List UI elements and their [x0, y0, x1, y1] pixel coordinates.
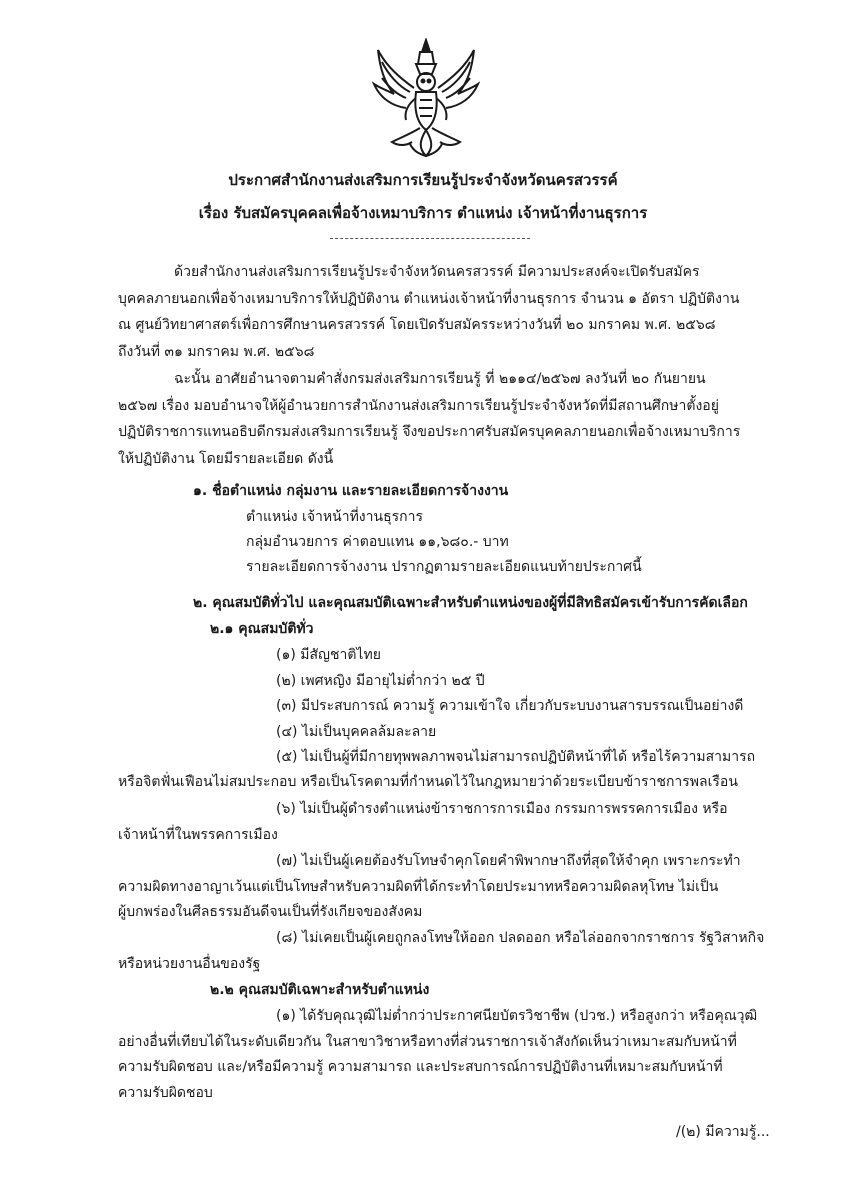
intro-p1-line2: บุคคลภายนอกเพื่อจ้างเหมาบริการให้ปฏิบัติงาน ตำแหน่งเจ้าหน้าที่งานธุรการ จำนวน ๑ อัตรา ปฏิบัติงาน [118, 291, 740, 307]
intro-p1-line3: ณ ศูนย์วิทยาศาสตร์เพื่อการศึกษานครสวรรค์ โดยเปิดรับสมัครระหว่างวันที่ ๒๐ มกราคม พ.ศ. ๒๕๖๘ [118, 317, 716, 333]
section1-heading: ๑. ชื่อตำแหน่ง กลุ่มงาน และรายละเอียดการจ้างงาน [193, 483, 509, 499]
qual-item-6-line1: (๖) ไม่เป็นผู้ดำรงตำแหน่งข้าราชการการเมือง กรรมการพรรคการเมือง หรือ [276, 801, 728, 817]
section2-1-heading: ๒.๑ คุณสมบัติทั่ว [210, 621, 314, 637]
qual-item-4: (๔) ไม่เป็นบุคคลล้มละลาย [276, 724, 437, 740]
title-separator [330, 238, 530, 239]
qual-item-8-line2: หรือหน่วยงานอื่นของรัฐ [118, 956, 261, 972]
qual-item-3: (๓) มีประสบการณ์ ความรู้ ความเข้าใจ เกี่ยวกับระบบงานสารบรรณเป็นอย่างดี [276, 698, 744, 714]
qual-item-7-line1: (๗) ไม่เป็นผู้เคยต้องรับโทษจำคุกโดยคำพิพากษาถึงที่สุดให้จำคุก เพราะกระทำ [276, 853, 741, 869]
announcement-title: ประกาศสำนักงานส่งเสริมการเรียนรู้ประจำจังหวัดนครสวรรค์ [228, 171, 618, 189]
qual-item-8-line1: (๘) ไม่เคยเป็นผู้เคยถูกลงโทษให้ออก ปลดออก หรือไล่ออกจากราชการ รัฐวิสาหกิจ [276, 930, 765, 946]
qual-item-7-line3: ผู้บกพร่องในศีลธรรมอันดีจนเป็นที่รังเกียจของสังคม [118, 904, 423, 920]
qual-item-1: (๑) มีสัญชาติไทย [276, 647, 381, 663]
section2-2-heading: ๒.๒ คุณสมบัติเฉพาะสำหรับตำแหน่ง [210, 982, 430, 998]
intro-p2-line1: ฉะนั้น อาศัยอำนาจตามคำสั่งกรมส่งเสริมการเรียนรู้ ที่ ๒๑๑๔/๒๕๖๗ ลงวันที่ ๒๐ กันยายน [174, 371, 706, 387]
qual-item-7-line2: ความผิดทางอาญาเว้นแต่เป็นโทษสำหรับความผิดที่ได้กระทำโดยประมาทหรือความผิดลหุโทษ ไม่เป็น [118, 879, 719, 895]
announcement-subject: เรื่อง รับสมัครบุคคลเพื่อจ้างเหมาบริการ ตำแหน่ง เจ้าหน้าที่งานธุรการ [198, 204, 648, 222]
qual-item-6-line2: เจ้าหน้าที่ในพรรคการเมือง [118, 827, 278, 843]
qual-item-2: (๒) เพศหญิง มีอายุไม่ต่ำกว่า ๒๕ ปี [276, 673, 485, 689]
specific-qual-1-line4: ความรับผิดชอบ [118, 1085, 213, 1101]
intro-p1-line4: ถึงวันที่ ๓๑ มกราคม พ.ศ. ๒๕๖๘ [118, 344, 315, 360]
specific-qual-1-line3: ความรับผิดชอบ และ/หรือมีความรู้ ความสามารถ และประสบการณ์การปฏิบัติงานที่เหมาะสมกับหน้าที่ [118, 1059, 723, 1075]
section1-position: ตำแหน่ง เจ้าหน้าที่งานธุรการ [246, 509, 423, 525]
qual-item-5-line2: หรือจิตฟั่นเฟือนไม่สมประกอบ หรือเป็นโรคตามที่กำหนดไว้ในกฎหมายว่าด้วยระเบียบข้าราชการพลเรือน [118, 774, 738, 790]
page-continuation: /(๒) มีความรู้... [676, 1124, 770, 1140]
intro-p2-line4: ให้ปฏิบัติงาน โดยมีรายละเอียด ดังนี้ [118, 451, 334, 467]
section1-detail: รายละเอียดการจ้างงาน ปรากฏตามรายละเอียดแนบท้ายประกาศนี้ [246, 559, 642, 575]
specific-qual-1-line1: (๑) ได้รับคุณวุฒิไม่ต่ำกว่าประกาศนียบัตรวิชาชีพ (ปวช.) หรือสูงกว่า หรือคุณวุฒิ [276, 1008, 758, 1024]
specific-qual-1-line2: อย่างอื่นที่เทียบได้ในระดับเดียวกัน ในสาขาวิชาหรือทางที่ส่วนราชการเจ้าสังกัดเห็นว่าเหมาะสมกับหน้าที่ [118, 1034, 737, 1050]
intro-p2-line3: ปฏิบัติราชการแทนอธิบดีกรมส่งเสริมการเรียนรู้ จึงขอประกาศรับสมัครบุคคลภายนอกเพื่อจ้างเหมาบริการ [118, 424, 741, 440]
intro-p2-line2: ๒๕๖๗ เรื่อง มอบอำนาจให้ผู้อำนวยการสำนักงานส่งเสริมการเรียนรู้ประจำจังหวัดที่มีสถานศึกษาตั้งอยู่ [118, 398, 719, 414]
section2-heading: ๒. คุณสมบัติทั่วไป และคุณสมบัติเฉพาะสำหรับตำแหน่งของผู้ที่มีสิทธิสมัครเข้ารับการคัดเลือก [193, 595, 748, 611]
garuda-emblem-icon [370, 38, 482, 158]
qual-item-5-line1: (๕) ไม่เป็นผู้ที่มีกายทุพพลภาพจนไม่สามารถปฏิบัติหน้าที่ได้ หรือไร้ความสามารถ [276, 749, 756, 765]
section1-group: กลุ่มอำนวยการ ค่าตอบแทน ๑๑,๖๘๐.- บาท [246, 534, 509, 550]
intro-p1-line1: ด้วยสำนักงานส่งเสริมการเรียนรู้ประจำจังหวัดนครสวรรค์ มีความประสงค์จะเปิดรับสมัคร [174, 264, 700, 280]
